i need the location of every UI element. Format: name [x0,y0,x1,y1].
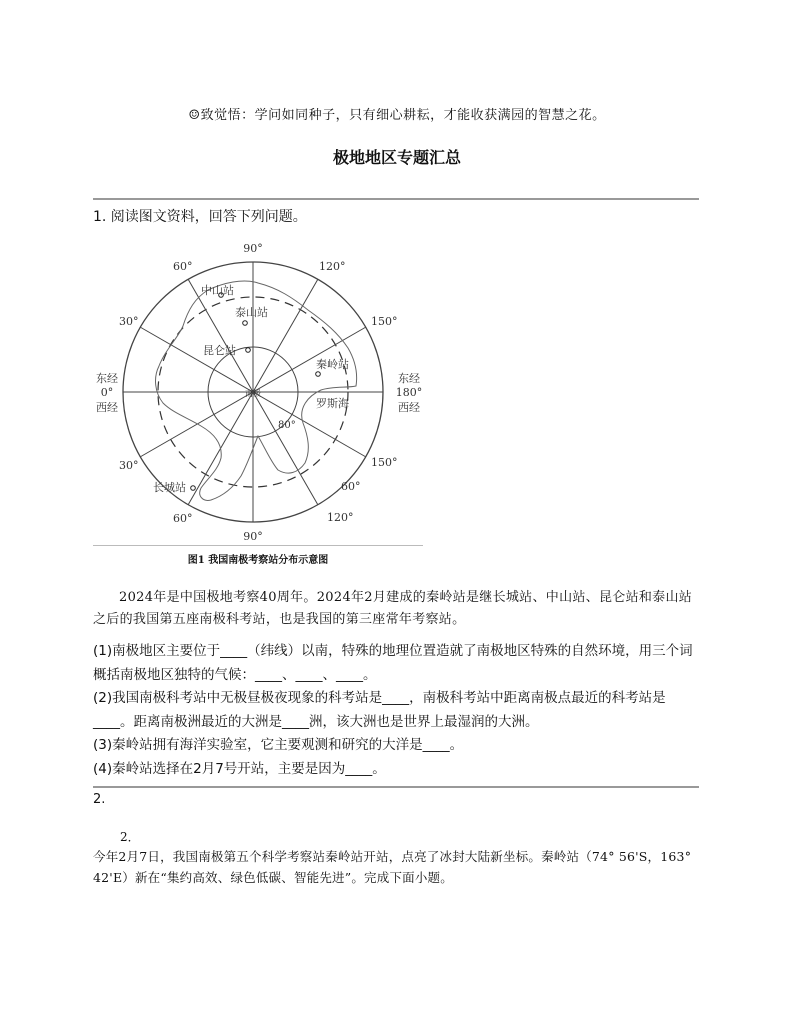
south-pole-label: 南极 [245,389,261,398]
qinling-label: 秦岭站 [316,358,349,371]
west-label-right: 西经 [398,401,420,414]
caption-rule [93,545,423,546]
lon-120-br: 120° [327,511,354,524]
map-caption: 图1 我国南极考察站分布示意图 [187,555,329,566]
lon-30-bl: 30° [119,459,139,472]
lon-60-br: 60° [341,480,361,493]
lon-90-top: 90° [243,242,263,255]
deg180-label: 180° [395,386,423,399]
divider [93,198,699,200]
question-2-subnumber: 2． [120,830,140,844]
question-2-text: 今年2月7日，我国南极第五个科学考察站秦岭站开站，点亮了冰封大陆新坐标。秦岭站（74° 56'S，163° 42'E）新在“集约高效、绿色低碳、智能先进”。完成下面小题。 [93,849,692,885]
subquestion-4: (4)秦岭站选择在2月7号开站，主要是因为____。 [93,760,386,777]
motto-line: ☺致觉悟：学问如同种子，只有细心耕耘，才能收获满园的智慧之花。 [188,108,606,123]
lon-150-br: 150° [371,456,398,469]
lon-150-r: 150° [371,315,398,328]
east-label-left: 东经 [96,372,118,385]
changcheng-label: 长城站 [153,481,186,494]
question-1-stem: 1. 阅读图文资料，回答下列问题。 [93,209,307,225]
subquestion-2: (2)我国南极科考站中无极昼极夜现象的科考站是____，南极科考站中距离南极点最近的科考站是____。距离南极洲最近的大洲是____洲，该大洲也是世界上最湿润的大洲。 [93,690,666,730]
lon-60-tl: 60° [173,260,193,273]
lon-60-bl: 60° [173,512,193,525]
question-2-number: 2. [93,792,106,807]
west-label-left: 西经 [96,401,118,414]
zero-label: 0° [100,386,114,399]
ross-sea-label: 罗斯海 [316,397,349,410]
subquestion-1: (1)南极地区主要位于____（纬线）以南，特殊的地理位置造就了南极地区特殊的自然环境，用三个词概括南极地区独特的气候：____、____、____。 [93,643,693,683]
taishan-marker [243,321,248,326]
lat80-label: 80° [278,420,296,431]
lon-30-l: 30° [119,315,139,328]
changcheng-marker [191,486,196,491]
lon-120-tr: 120° [319,260,346,273]
kunlun-marker [246,348,251,353]
subquestion-3: (3)秦岭站拥有海洋实验室，它主要观测和研究的大洋是____。 [93,737,464,753]
qinling-marker [316,372,321,377]
page-title: 极地地区专题汇总 [332,148,461,167]
kunlun-label: 昆仑站 [203,344,236,357]
zhongshan-label: 中山站 [201,284,234,297]
antarctica-station-map [93,238,433,550]
subquestion-list [93,640,701,781]
taishan-label: 泰山站 [235,306,268,319]
lon-90-bottom: 90° [243,530,263,543]
divider [93,786,699,788]
question-1-paragraph: 2024年是中国极地考察40周年。2024年2月建成的秦岭站是继长城站、中山站、昆仑站和泰山站之后的我国第五座南极科考站，也是我国的第三座常年考察站。 [93,590,693,627]
east-label-right: 东经 [398,372,420,385]
